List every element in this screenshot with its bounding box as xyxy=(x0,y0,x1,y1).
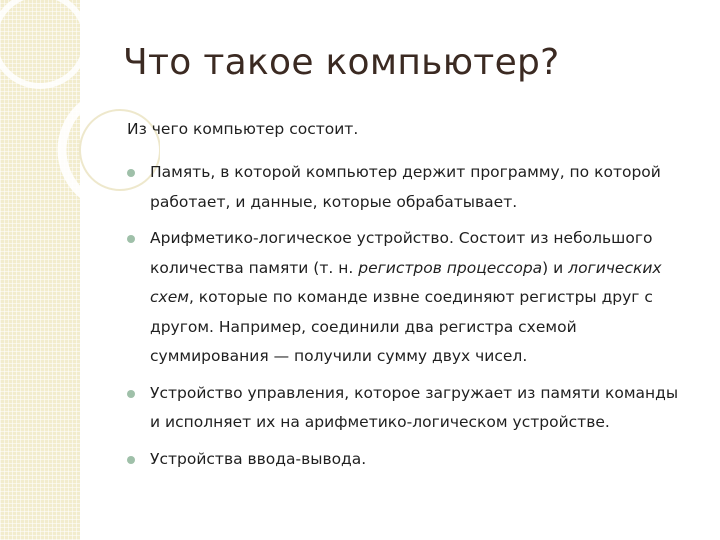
bullet-text-part: , которые по команде извне соединяют регистры друг с другом. Например, соединили два регистра схемой суммирования — получили сумму двух чисел. xyxy=(150,288,653,365)
bullet-text: Устройство управления, которое загружает из памяти команды и исполняет их на арифметико-логическом устройстве. xyxy=(150,383,679,431)
bullet-dot-icon xyxy=(127,169,135,177)
slide-title: Что такое компьютер? xyxy=(123,42,560,83)
bullet-text: Память, в которой компьютер держит программу, по которой работает, и данные, которые обрабатывает. xyxy=(150,163,661,211)
bullet-text-part: ) и xyxy=(542,258,569,277)
slide-content xyxy=(127,115,687,481)
bullet-dot-icon xyxy=(127,456,135,464)
bullet-text-part: Арифметико-логическое устройство. Состоит из небольшого количества памяти (т. н. xyxy=(150,229,653,277)
bullet-emphasis-registers: регистров процессора xyxy=(358,258,543,277)
bullet-item-control-unit xyxy=(127,379,687,438)
bullet-list xyxy=(127,158,687,474)
bullet-dot-icon xyxy=(127,390,135,398)
bullet-dot-icon xyxy=(127,235,135,243)
bullet-text: Устройства ввода-вывода. xyxy=(150,449,367,468)
intro-text: Из чего компьютер состоит. xyxy=(127,120,359,138)
bullet-item-io xyxy=(127,445,687,475)
bullet-item-alu xyxy=(127,224,687,372)
bullet-emphasis-logic: логических схем xyxy=(150,258,662,306)
bullet-item-memory xyxy=(127,158,687,217)
